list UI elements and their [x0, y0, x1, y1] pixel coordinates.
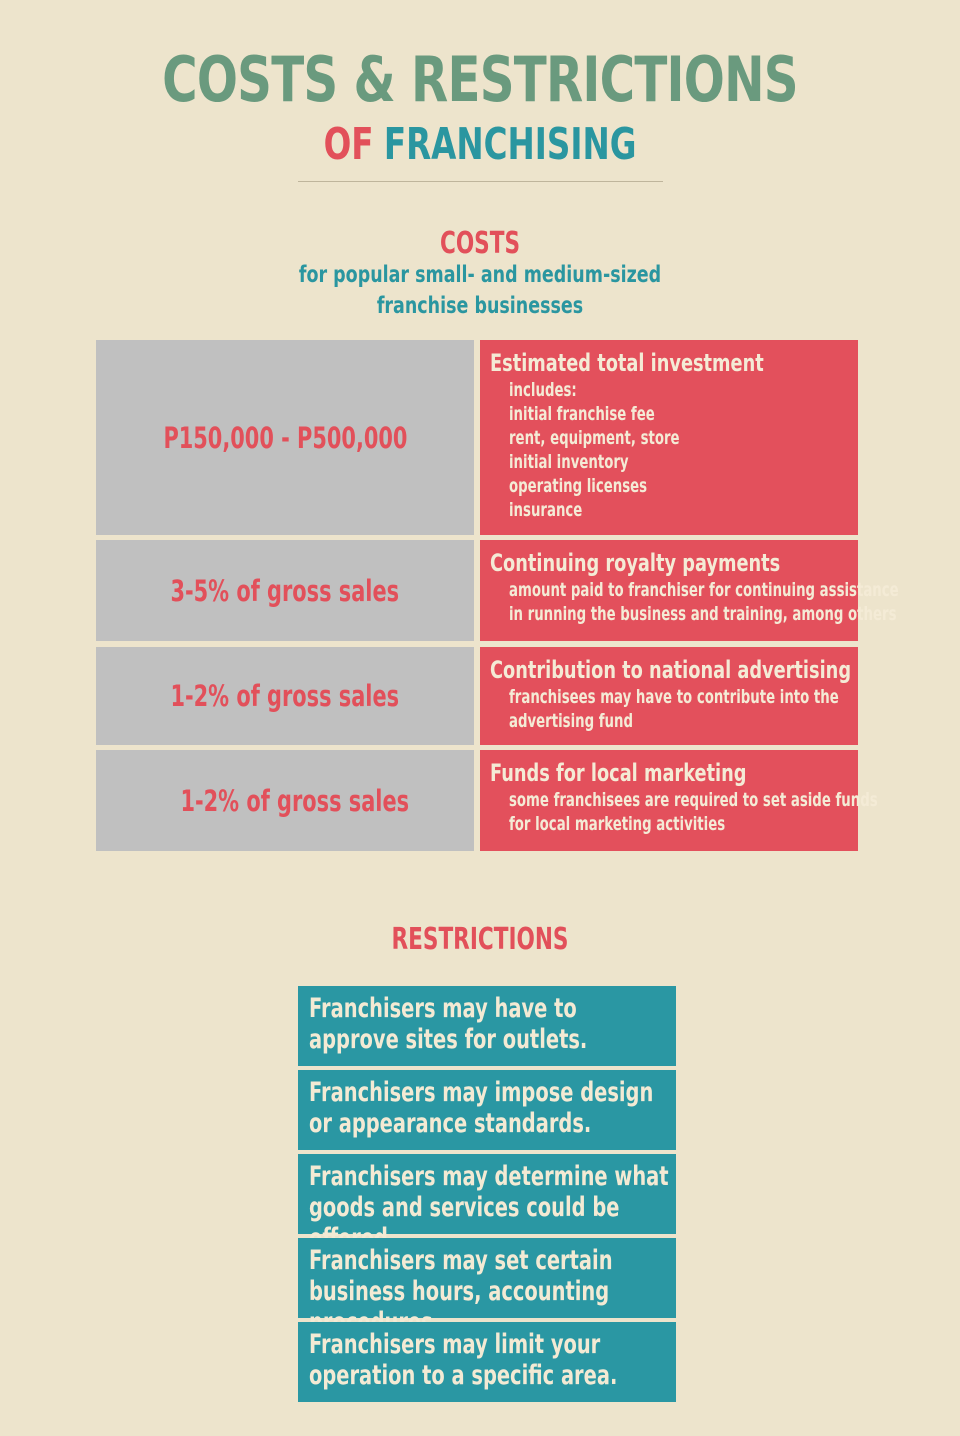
restriction-text: Franchisers may determine what goods and services could be	[309, 1161, 669, 1223]
cost-amount: P150,000 - P500,000	[162, 420, 408, 455]
title-of: OF	[323, 119, 374, 170]
cost-description	[509, 788, 878, 836]
cost-amount: 1-2% of gross sales	[170, 679, 400, 713]
cost-description-line: operating licenses	[509, 475, 648, 497]
restriction-text: Franchisers may set certain business hours, accounting	[309, 1245, 613, 1307]
restriction-text: Franchisers may limit your operation to a specific area.	[309, 1329, 618, 1391]
cost-detail-cell	[480, 540, 899, 641]
title-franchising: FRANCHISING	[383, 119, 637, 170]
cost-description-line: includes:	[509, 379, 577, 401]
title-divider	[298, 181, 663, 182]
restriction-item	[298, 1238, 676, 1318]
cost-amount-cell	[96, 540, 474, 641]
cost-row	[96, 750, 878, 851]
cost-amount-cell	[96, 750, 474, 851]
cost-title: Contribution to national advertising	[490, 656, 852, 684]
restriction-item	[298, 986, 676, 1066]
restriction-item	[298, 1070, 676, 1150]
cost-description	[509, 378, 680, 522]
cost-description-line: initial franchise fee	[509, 403, 655, 425]
costs-subheading	[115, 260, 845, 322]
restrictions-heading: RESTRICTIONS	[391, 922, 569, 957]
cost-description-line: amount paid to franchiser for continuing assistance	[509, 579, 899, 601]
cost-title: Estimated total investment	[490, 349, 764, 377]
restriction-text: Franchisers may impose design or appearance standards.	[309, 1077, 654, 1139]
cost-row	[96, 340, 858, 535]
costs-subheading-line: for popular small- and medium-sized	[298, 262, 662, 288]
cost-title: Continuing royalty payments	[490, 549, 781, 577]
cost-amount-cell	[96, 647, 474, 745]
restriction-item	[298, 1154, 676, 1234]
cost-title: Funds for local marketing	[490, 759, 747, 787]
cost-description-line: insurance	[509, 499, 583, 521]
cost-amount: 3-5% of gross sales	[170, 573, 400, 608]
cost-amount-cell	[96, 340, 474, 535]
cost-description-line: rent, equipment, store	[509, 427, 680, 449]
costs-subheading-line: franchise businesses	[376, 293, 584, 319]
restriction-text: Franchisers may have to approve sites for outlets.	[309, 993, 588, 1055]
cost-detail-cell	[480, 750, 878, 851]
restriction-item	[298, 1322, 676, 1402]
cost-description	[509, 578, 899, 626]
cost-row	[96, 540, 899, 641]
cost-description-line: advertising fund	[509, 710, 634, 732]
page-title: COSTS & RESTRICTIONS	[162, 43, 798, 116]
cost-detail-cell	[480, 647, 858, 745]
cost-description-line: initial inventory	[509, 451, 629, 473]
costs-heading: COSTS	[439, 226, 521, 261]
cost-description	[509, 685, 839, 733]
cost-description-line: in running the business and training, among others	[509, 603, 897, 625]
page-subtitle	[125, 118, 835, 172]
cost-row	[96, 647, 858, 745]
cost-detail-cell	[480, 340, 858, 535]
cost-description-line: some franchisees are required to set aside funds	[509, 789, 878, 811]
cost-amount: 1-2% of gross sales	[180, 783, 410, 818]
cost-description-line: for local marketing activities	[509, 813, 726, 835]
cost-description-line: franchisees may have to contribute into the	[509, 686, 839, 708]
